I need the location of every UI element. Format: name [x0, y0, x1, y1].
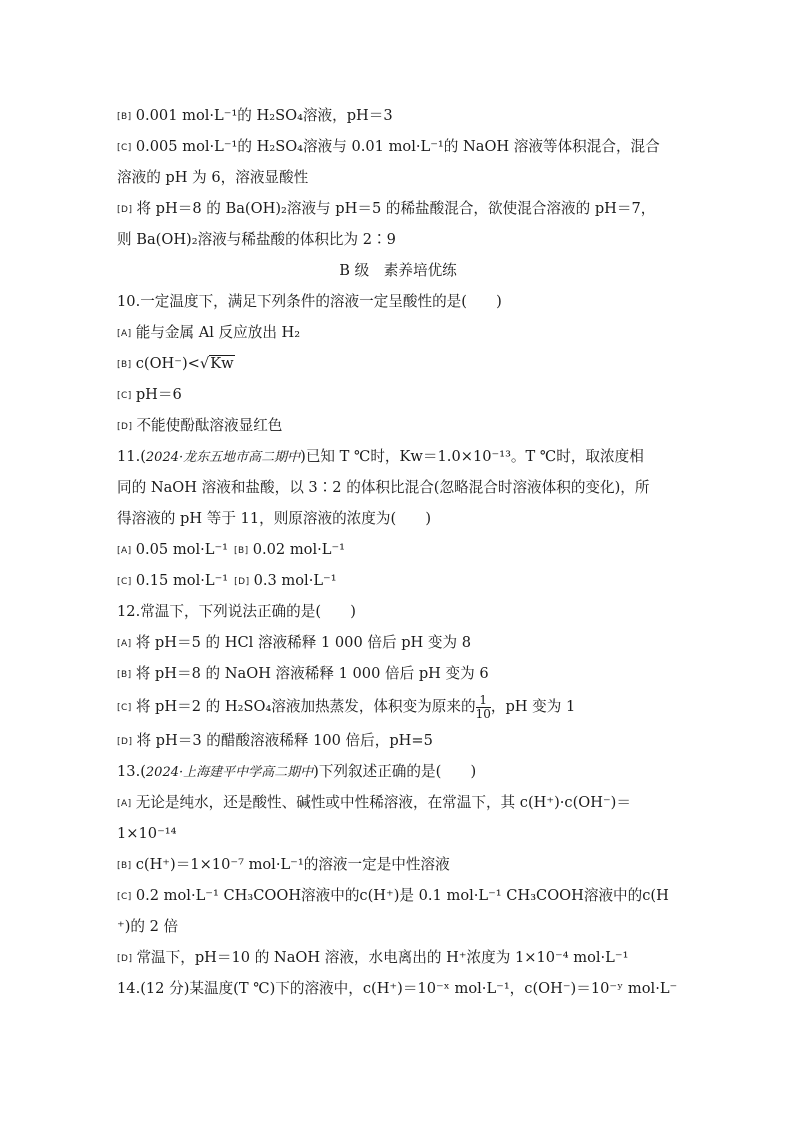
option-text: c(OH⁻)< — [135, 355, 200, 372]
option-text: 0.2 mol·L⁻¹ CH₃COOH溶液中的c(H⁺)是 0.1 mol·L⁻¹ CH₃COOH溶液中的c(H — [135, 887, 669, 904]
q13-option-a — [117, 787, 679, 818]
document-page — [117, 100, 679, 1004]
option-label: [D] — [117, 954, 133, 964]
q10-option-c — [117, 379, 679, 410]
q13-option-b — [117, 849, 679, 880]
q10-option-d — [117, 410, 679, 441]
option-text: 溶液的 pH 为 6，溶液显酸性 — [117, 169, 309, 186]
question-number: 13.( — [117, 763, 146, 780]
option-text: 0.3 mol·L⁻¹ — [253, 572, 337, 589]
q9-option-b — [117, 100, 679, 131]
option-label: [D] — [234, 577, 250, 587]
q13-option-c — [117, 880, 679, 911]
q9-option-d-cont — [117, 224, 679, 255]
option-label: [B] — [117, 861, 132, 871]
option-label: [A] — [117, 329, 132, 339]
option-text: 将 pH＝8 的 NaOH 溶液稀释 1 000 倍后 pH 变为 6 — [135, 665, 489, 682]
q9-option-c — [117, 131, 679, 162]
section-title: B 级 素养培优练 — [339, 262, 457, 279]
q13-option-d — [117, 942, 679, 973]
option-text: 将 pH＝2 的 H₂SO₄溶液加热蒸发，体积变为原来的 — [135, 698, 476, 715]
option-text: 常温下，pH＝10 的 NaOH 溶液，水电离出的 H⁺浓度为 1×10⁻⁴ mol·L⁻¹ — [136, 949, 629, 966]
question-text: )已知 T ℃时，Kw＝1.0×10⁻¹³。T ℃时，取浓度相 — [300, 448, 644, 465]
option-label: [C] — [117, 892, 132, 902]
option-label: [C] — [117, 391, 132, 401]
option-label: [A] — [117, 799, 132, 809]
q10-option-a — [117, 317, 679, 348]
option-text: 将 pH＝3 的醋酸溶液稀释 100 倍后，pH=5 — [136, 732, 433, 749]
q13-option-a-cont: 1×10⁻¹⁴ — [117, 825, 177, 842]
option-label: [A] — [117, 639, 132, 649]
option-text: c(H⁺)＝1×10⁻⁷ mol·L⁻¹的溶液一定是中性溶液 — [135, 856, 450, 873]
q10-stem: 10.一定温度下，满足下列条件的溶液一定呈酸性的是( ) — [117, 293, 502, 310]
option-text: ，pH 变为 1 — [490, 698, 576, 715]
option-label: [C] — [117, 703, 132, 713]
q11-stem-2: 同的 NaOH 溶液和盐酸，以 3∶2 的体积比混合(忽略混合时溶液体积的变化)，所 — [117, 479, 650, 496]
option-label: [C] — [117, 577, 132, 587]
option-text: 0.001 mol·L⁻¹的 H₂SO₄溶液，pH＝3 — [135, 107, 393, 124]
option-label: [B] — [117, 360, 132, 370]
q11-stem-1 — [117, 441, 679, 472]
option-text: 则 Ba(OH)₂溶液与稀盐酸的体积比为 2∶9 — [117, 231, 396, 248]
option-label: [D] — [117, 205, 133, 215]
q10-option-b — [117, 348, 679, 379]
fraction-denominator: 10 — [475, 706, 491, 721]
q11-options-ab — [117, 534, 679, 565]
option-text: 0.15 mol·L⁻¹ — [135, 572, 229, 589]
option-label: [B] — [117, 112, 132, 122]
q13-stem — [117, 756, 679, 787]
q13-option-c-cont: ⁺)的 2 倍 — [117, 918, 179, 935]
sqrt-symbol: √ — [199, 355, 210, 372]
question-text: )下列叙述正确的是( ) — [313, 763, 477, 780]
option-text: pH＝6 — [135, 386, 182, 403]
option-text: 0.005 mol·L⁻¹的 H₂SO₄溶液与 0.01 mol·L⁻¹的 NaOH 溶液等体积混合，混合 — [135, 138, 660, 155]
option-text: 能与金属 Al 反应放出 H₂ — [135, 324, 301, 341]
option-text: 将 pH＝5 的 HCl 溶液稀释 1 000 倍后 pH 变为 8 — [135, 634, 472, 651]
q11-options-cd — [117, 565, 679, 596]
question-source: 2024·上海建平中学高二期中 — [145, 765, 314, 780]
option-label: [B] — [117, 670, 132, 680]
option-label: [C] — [117, 143, 132, 153]
q12-option-b — [117, 658, 679, 689]
q12-stem: 12.常温下，下列说法正确的是( ) — [117, 603, 356, 620]
option-label: [D] — [117, 422, 133, 432]
q14-stem: 14.(12 分)某温度(T ℃)下的溶液中，c(H⁺)＝10⁻ˣ mol·L⁻¹，c(OH⁻)＝10⁻ʸ mol·L⁻ — [117, 980, 678, 997]
question-source: 2024·龙东五地市高二期中 — [145, 450, 301, 465]
sqrt-radicand: Kw — [210, 355, 234, 372]
q11-stem-3: 得溶液的 pH 等于 11，则原溶液的浓度为( ) — [117, 510, 432, 527]
option-text: 0.05 mol·L⁻¹ — [135, 541, 228, 558]
q9-option-c-cont — [117, 162, 679, 193]
option-text: 不能使酚酞溶液显红色 — [136, 417, 283, 434]
option-text: 0.02 mol·L⁻¹ — [252, 541, 346, 558]
fraction-numerator: 1 — [476, 694, 491, 708]
q12-option-c — [117, 689, 679, 725]
fraction — [476, 694, 491, 721]
option-text: 将 pH＝8 的 Ba(OH)₂溶液与 pH＝5 的稀盐酸混合，欲使混合溶液的 pH＝7， — [136, 200, 656, 217]
option-label: [D] — [117, 737, 133, 747]
question-number: 11.( — [117, 448, 146, 465]
q9-option-d — [117, 193, 679, 224]
q12-option-d — [117, 725, 679, 756]
q12-option-a — [117, 627, 679, 658]
option-label: [B] — [234, 546, 249, 556]
option-text: 无论是纯水，还是酸性、碱性或中性稀溶液，在常温下，其 c(H⁺)·c(OH⁻)＝ — [135, 794, 631, 811]
option-label: [A] — [117, 546, 132, 556]
